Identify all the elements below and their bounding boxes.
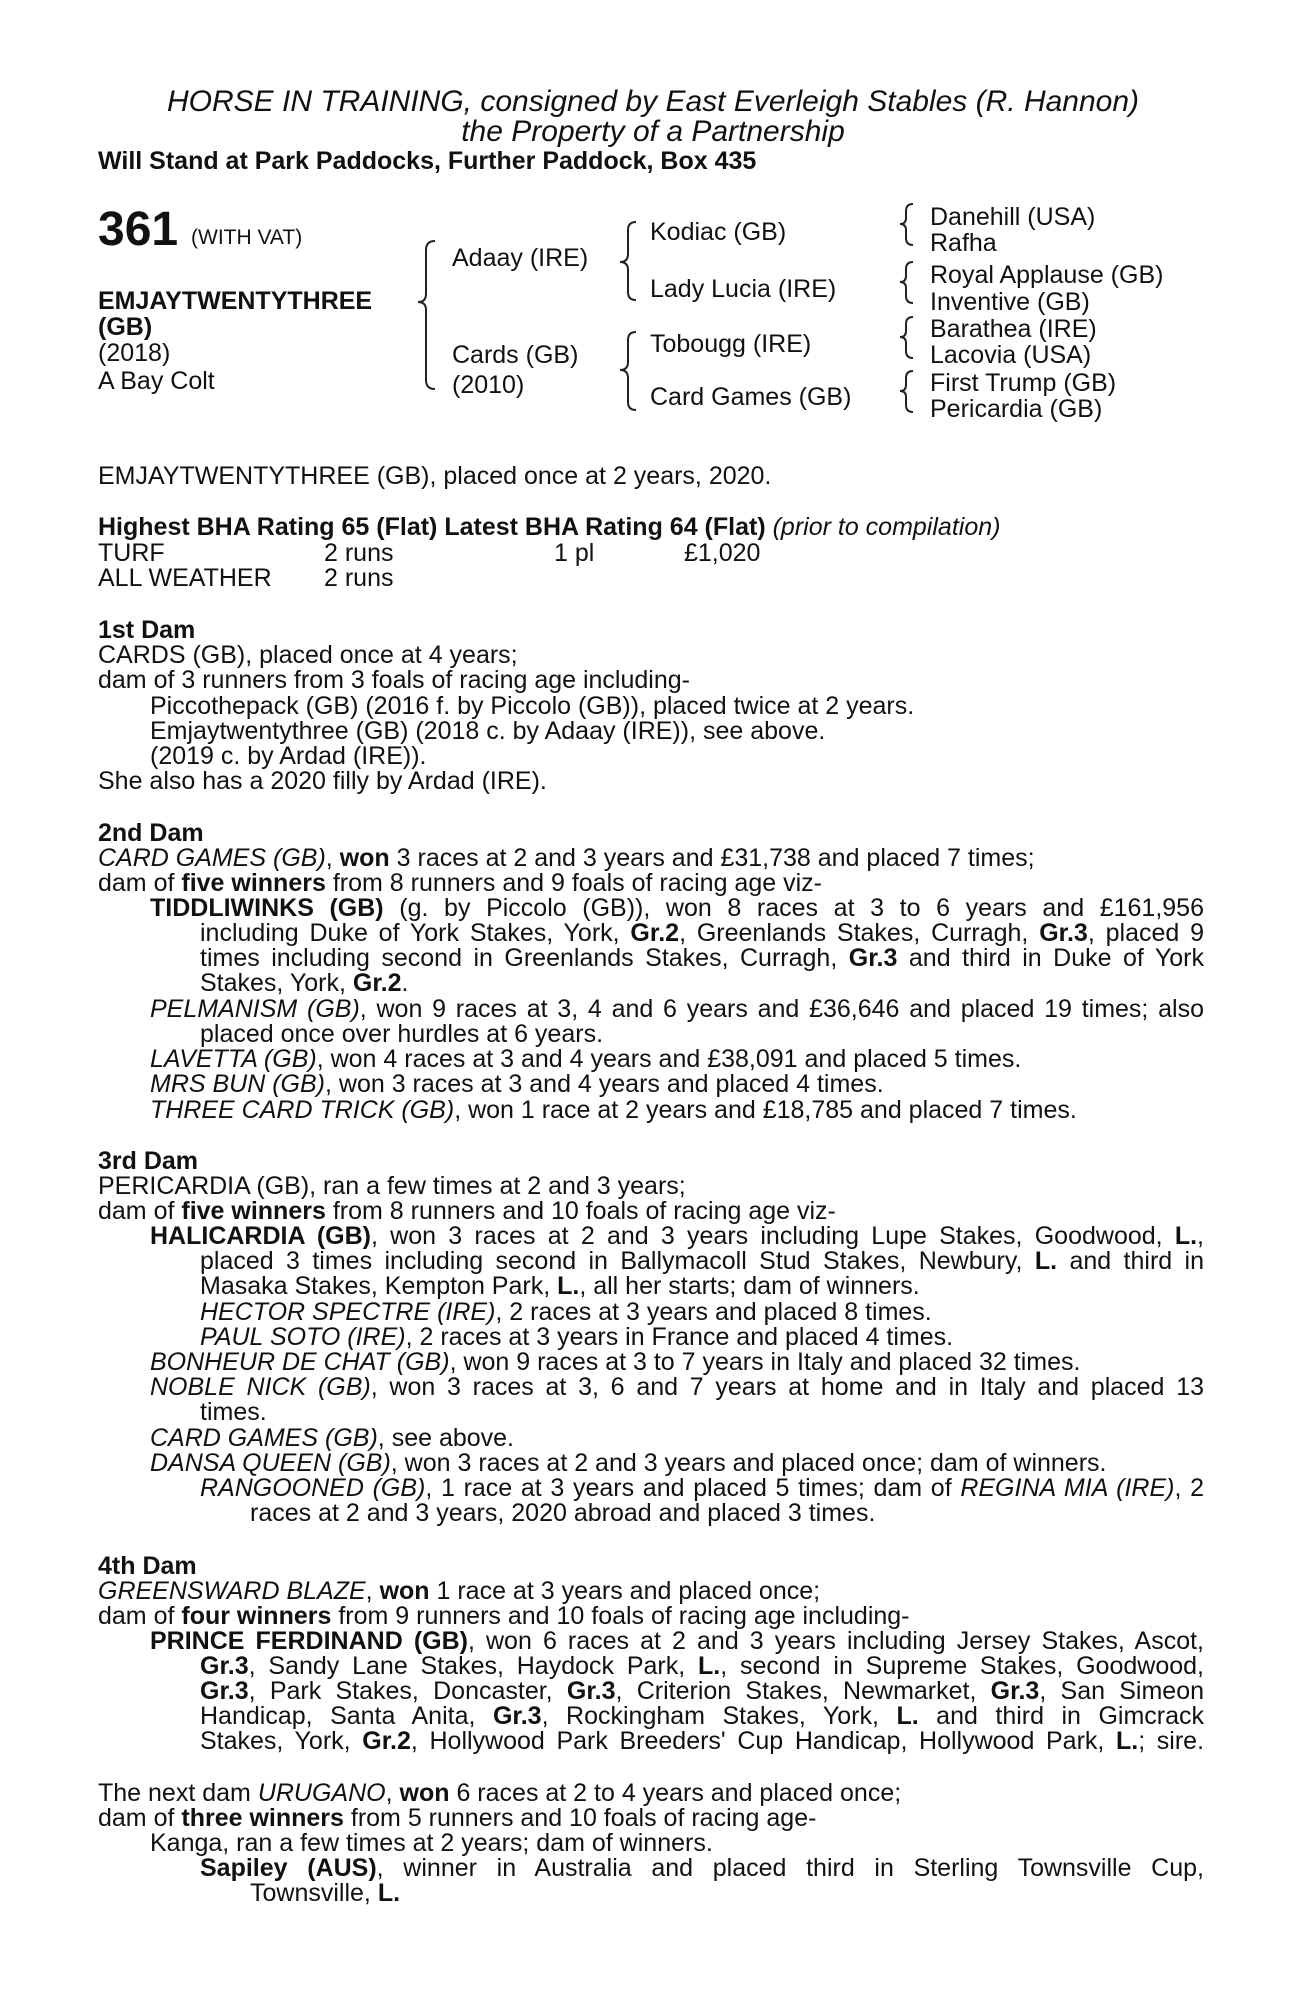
fourth-dam-heading: 4th Dam — [98, 1552, 197, 1580]
rating-line — [98, 514, 1000, 540]
horse-country: (GB) — [98, 313, 153, 341]
dam-dam: Card Games (GB) — [650, 383, 852, 411]
sire-dam-dam: Inventive (GB) — [930, 288, 1090, 316]
dam-dam-dam: Pericardia (GB) — [930, 395, 1103, 423]
dam4-progeny: Handicap, Santa Anita, Gr.3, Rockingham Stakes, York, L. and third in Gimcrack — [200, 1702, 1204, 1730]
dam4-progeny: Gr.3, Park Stakes, Doncaster, Gr.3, Criterion Stakes, Newmarket, Gr.3, San Simeon — [200, 1677, 1205, 1705]
summary-line: EMJAYTWENTYTHREE (GB), placed once at 2 years, 2020. — [98, 462, 772, 490]
aw-label: ALL WEATHER — [98, 564, 272, 592]
dam3-progeny: Masaka Stakes, Kempton Park, L., all her starts; dam of winners. — [200, 1272, 920, 1300]
dam4-line: dam of four winners from 9 runners and 10 foals of racing age including- — [98, 1602, 910, 1630]
dam-dam-sire: First Trump (GB) — [930, 369, 1117, 397]
dam2-progeny: PELMANISM (GB), won 9 races at 3, 4 and 6 years and £36,646 and placed 19 times; also — [150, 995, 1204, 1023]
next-dam-progeny: Townsville, L. — [250, 1879, 401, 1907]
dam-sire-sire: Barathea (IRE) — [930, 315, 1097, 343]
dam2-progeny: placed once over hurdles at 6 years. — [200, 1020, 604, 1048]
sire-sire-dam: Rafha — [930, 229, 997, 257]
aw-runs: 2 runs — [324, 564, 394, 592]
dam2-progeny: MRS BUN (GB), won 3 races at 3 and 4 years and placed 4 times. — [150, 1070, 884, 1098]
horse-description: A Bay Colt — [98, 367, 215, 395]
dam3-line: PERICARDIA (GB), ran a few times at 2 and 3 years; — [98, 1172, 686, 1200]
turf-prize: £1,020 — [684, 539, 761, 567]
dam2-progeny: times including second in Greenlands Stakes, Curragh, Gr.3 and third in Duke of York — [200, 944, 1204, 972]
dam2-line: CARD GAMES (GB), won 3 races at 2 and 3 years and £31,738 and placed 7 times; — [98, 844, 1035, 872]
rating-bold: Highest BHA Rating 65 (Flat) Latest BHA Rating 64 (Flat) — [98, 513, 766, 541]
dam3-progeny: times. — [200, 1398, 267, 1426]
vat-label: (WITH VAT) — [191, 226, 303, 249]
first-dam-heading: 1st Dam — [98, 616, 196, 644]
turf-runs: 2 runs — [324, 539, 394, 567]
second-dam-heading: 2nd Dam — [98, 819, 204, 847]
dam3-progeny: NOBLE NICK (GB), won 3 races at 3, 6 and 7 years at home and in Italy and placed 13 — [150, 1373, 1204, 1401]
dam1-progeny: (2019 c. by Ardad (IRE)). — [150, 742, 427, 770]
rating-note: (prior to compilation) — [772, 513, 1001, 541]
consignor-line: HORSE IN TRAINING, consigned by East Everleigh Stables (R. Hannon) — [166, 85, 1140, 118]
dam2-progeny: Stakes, York, Gr.2. — [200, 969, 409, 997]
turf-label: TURF — [98, 539, 165, 567]
dam3-progeny: BONHEUR DE CHAT (GB), won 9 races at 3 to 7 years in Italy and placed 32 times. — [150, 1348, 1081, 1376]
property-line: the Property of a Partnership — [461, 115, 845, 148]
sire: Adaay (IRE) — [452, 244, 589, 272]
location-line: Will Stand at Park Paddocks, Further Paddock, Box 435 — [98, 147, 757, 175]
horse-year: (2018) — [98, 339, 171, 367]
sire-sire: Kodiac (GB) — [650, 218, 787, 246]
next-dam-line: dam of three winners from 5 runners and 10 foals of racing age- — [98, 1804, 817, 1832]
third-dam-heading: 3rd Dam — [98, 1147, 199, 1175]
dam-year: (2010) — [452, 371, 525, 399]
dam-sire-dam: Lacovia (USA) — [930, 341, 1092, 369]
dam3-progeny: races at 2 and 3 years, 2020 abroad and placed 3 times. — [250, 1499, 876, 1527]
dam1-line: dam of 3 runners from 3 foals of racing age including- — [98, 666, 690, 694]
dam1-line: She also has a 2020 filly by Ardad (IRE). — [98, 767, 547, 795]
turf-placed: 1 pl — [554, 539, 595, 567]
dam-sire: Tobougg (IRE) — [650, 330, 812, 358]
dam1-progeny: Piccothepack (GB) (2016 f. by Piccolo (GB)), placed twice at 2 years. — [150, 692, 915, 720]
dam3-progeny: placed 3 times including second in Ballymacoll Stud Stakes, Newbury, L. and third in — [200, 1247, 1205, 1275]
sire-dam-sire: Royal Applause (GB) — [930, 261, 1164, 289]
sire-dam: Lady Lucia (IRE) — [650, 275, 837, 303]
lot-number: 361 — [98, 203, 179, 256]
dam2-progeny: LAVETTA (GB), won 4 races at 3 and 4 years and £38,091 and placed 5 times. — [150, 1045, 1022, 1073]
dam4-progeny: Gr.3, Sandy Lane Stakes, Haydock Park, L., second in Supreme Stakes, Goodwood, — [200, 1652, 1204, 1680]
dam2-progeny: THREE CARD TRICK (GB), won 1 race at 2 years and £18,785 and placed 7 times. — [150, 1096, 1077, 1124]
dam3-progeny: DANSA QUEEN (GB), won 3 races at 2 and 3 years and placed once; dam of winners. — [150, 1449, 1107, 1477]
dam2-line: dam of five winners from 8 runners and 9 foals of racing age viz- — [98, 869, 822, 897]
dam3-progeny: CARD GAMES (GB), see above. — [150, 1424, 515, 1452]
dam3-line: dam of five winners from 8 runners and 10 foals of racing age viz- — [98, 1197, 836, 1225]
dam4-progeny: PRINCE FERDINAND (GB), won 6 races at 2 and 3 years including Jersey Stakes, Ascot, — [150, 1627, 1204, 1655]
dam1-progeny: Emjaytwentythree (GB) (2018 c. by Adaay (IRE)), see above. — [150, 717, 826, 745]
next-dam-line: The next dam URUGANO, won 6 races at 2 to 4 years and placed once; — [98, 1779, 902, 1807]
dam2-progeny: including Duke of York Stakes, York, Gr.2, Greenlands Stakes, Curragh, Gr.3, placed 9 — [200, 919, 1204, 947]
horse-name: EMJAYTWENTYTHREE — [98, 287, 373, 315]
sire-sire-sire: Danehill (USA) — [930, 203, 1096, 231]
dam3-progeny: PAUL SOTO (IRE), 2 races at 3 years in France and placed 4 times. — [200, 1323, 954, 1351]
dam3-progeny: RANGOONED (GB), 1 race at 3 years and placed 5 times; dam of REGINA MIA (IRE), 2 — [200, 1474, 1204, 1502]
dam1-line: CARDS (GB), placed once at 4 years; — [98, 641, 518, 669]
dam4-line: GREENSWARD BLAZE, won 1 race at 3 years and placed once; — [98, 1577, 821, 1605]
next-dam-progeny: Sapiley (AUS), winner in Australia and placed third in Sterling Townsville Cup, — [200, 1854, 1204, 1882]
next-dam-progeny: Kanga, ran a few times at 2 years; dam of winners. — [150, 1829, 713, 1857]
dam3-progeny: HALICARDIA (GB), won 3 races at 2 and 3 years including Lupe Stakes, Goodwood, L., — [150, 1222, 1204, 1250]
dam3-progeny: HECTOR SPECTRE (IRE), 2 races at 3 years and placed 8 times. — [200, 1298, 932, 1326]
dam: Cards (GB) — [452, 341, 579, 369]
dam2-progeny: TIDDLIWINKS (GB) (g. by Piccolo (GB)), won 8 races at 3 to 6 years and £161,956 — [150, 894, 1204, 922]
dam4-progeny: Stakes, York, Gr.2, Hollywood Park Breeders' Cup Handicap, Hollywood Park, L.; sire. — [200, 1727, 1205, 1755]
